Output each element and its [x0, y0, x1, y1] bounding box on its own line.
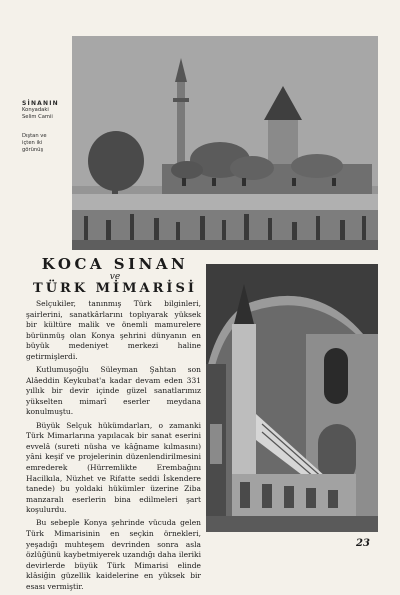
page-number: 23: [356, 538, 370, 549]
paragraph: Bu sebeple Konya şehrinde vücuda gelen Türk Mimarisinin en seçkin örnekleri, yeşadığı muhteşem devrinden sonra asla özlüğünü kaybetmiyerek uzandığı daha ileriki devirlerde büyük Türk Mimarisi elinde klâsiğin güzellik kaidelerine en yüksek bir esası vermiştir.: [26, 518, 201, 591]
headline-line-1: KOCA SINAN: [41, 255, 189, 273]
caption-title: SİNANIN: [22, 100, 59, 107]
headline-line-2: ve: [109, 272, 121, 282]
photo-caption: [22, 100, 72, 154]
caption-line: Dıştan ve: [22, 133, 47, 139]
caption-line: Selim Camii: [22, 114, 53, 120]
caption-line: Konyadaki: [22, 107, 49, 113]
article-body: [26, 299, 201, 595]
paragraph: Selçukiler, tanınmış Türk bilginleri, şairlerini, sanatkârlarını toplıyarak yüksek bir kültüre malik ve önemli mamurelere bürünmüş olan Konya şehrini dünyanın en büyük medeniyet merkezi haline getirmişlerdi.: [26, 299, 201, 361]
article-headline: [26, 257, 204, 296]
mosque-interior-photo: [206, 264, 378, 532]
paragraph: Büyük Selçuk hükümdarları, o zamanki Türk Mimarlarına yapılacak bir sanat eserini evvelâ (sureti nüsha ve kâğname kılmasını) yâni keşif ve projelerinin düzenlendirilmesini emrederek (Hürremlikte Erembağını Hacilkıla, Nüzhet ve Rifatte seddi İskendere tanede) bu yoldaki hükümler üzerine Ziba manzaralı eserlerin bina edilmeleri şart koşulurdu.: [26, 420, 201, 515]
headline-line-3: TÜRK MİMARİSİ: [33, 281, 197, 296]
caption-line: içten iki: [22, 140, 43, 146]
caption-line: görünüş: [22, 147, 44, 153]
mosque-exterior-photo: [72, 36, 378, 250]
paragraph: Kutlumuşoğlu Süleyman Şahtan son Alâeddin Keykubat'a kadar devam eden 331 yıllık bir devir içinde güzel sanatlarımız yükselten mimarî eserler meydana konulmuştu.: [26, 365, 201, 417]
